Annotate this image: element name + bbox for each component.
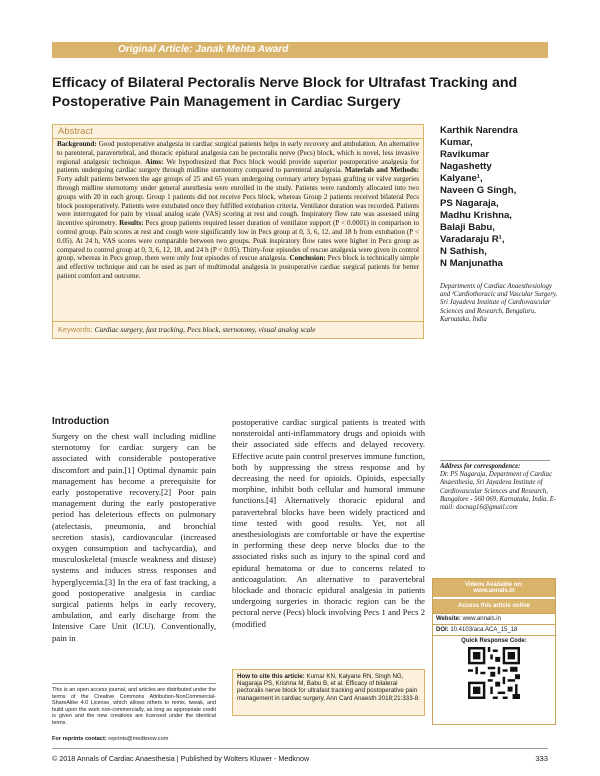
keywords-label: Keywords: — [58, 325, 93, 334]
correspondence-body: Dr. PS Nagaraja, Department of Cardiac Anaesthesia, Sri Jayadeva Institute of Cardiovascular Sciences and Research, Bangalore - 560 069, Karnataka, India. E-mail: docnag16@gmail.com — [440, 471, 557, 512]
how-to-cite-text: Kumar KN, Kalyane RN, Singh NG, Nagaraja PS, Krishna M, Babu B, et al. Efficacy of bilateral pectoralis nerve block for ultrafast tracking and postoperative pain management in cardiac surgery. Ann Card Anaesth 2018;21:333-8. — [237, 673, 420, 702]
footer-divider — [52, 748, 548, 749]
introduction-column-2: postoperative cardiac surgical patients is treated with nonsteroidal anti-inflammatory drugs and opioids with their associated side effects and delayed recovery. Effective acute pain control preserves immune function, both by suppressing the stress response and by decreasing the need for opioids. Opioids, especially morphine, inhibit both cellular and humoral immune functions.[4] Alternatively thoracic epidural and paravertebral blocks have been widely practiced and time tested with good results. Yet, not all anesthesiologists are comfortable or have the expertise in performing these deep nerve blocks due to the associated risks such as injury to the spinal cord and epidural hematoma or due to concerns related to anticoagulation. An alternative to paravertebral blockade and thoracic epidural analgesia in patients undergoing surgeries in thoracic region can be the pectoral nerve (Pecs) block involving Pecs 1 and Pecs 2 (modified — [232, 417, 425, 629]
article-access-box — [432, 578, 556, 725]
keywords-text: Cardiac surgery, fast tracking, Pecs block, sternotomy, visual analog scale — [94, 325, 316, 334]
correspondence-block — [440, 463, 558, 512]
access-online-label: Access this article online — [433, 597, 555, 613]
divider — [440, 460, 550, 461]
methods-text: Forty adult patients between the age groups of 25 and 65 years undergoing coronary artery bypass grafting or valve surgeries through midline sternotomy under general anesthesia were enrolled in the study. Patients were randomly allocated into two groups with 20 in each group. Group 1 patients did not receive Pecs block, whereas Group 2 patients received bilateral Pecs block postoperatively. Patients were extubated once they fulfilled extubation criteria. Ventilator duration was recorded. Patients were interrogated for pain by visual analog scale (VAS) scoring at rest and cough. Inspiratory flow rate was assessed using incentive spirometry. — [57, 175, 419, 228]
doi-label: DOI: — [436, 627, 449, 633]
reprints-label: For reprints contact: — [52, 736, 107, 742]
author-line: PS Nagaraja, — [440, 197, 499, 209]
keywords-line — [53, 321, 423, 338]
abstract-box — [52, 124, 424, 339]
introduction-heading: Introduction — [52, 416, 110, 427]
author-line: N Manjunatha — [440, 258, 503, 270]
author-line: Nagashetty — [440, 161, 492, 173]
background-label: Background: — [57, 140, 97, 148]
website-link[interactable]: www.annals.in — [462, 616, 501, 622]
aims-label: Aims: — [145, 157, 164, 166]
methods-label: Materials and Methods: — [344, 166, 419, 175]
background-text: Good postoperative analgesia in cardiac surgical patients helps in early recovery and ambulation. An alternative to parenteral, paravertebral, and thoracic epidural analgesia can be pectoralis nerve (Pecs) block, which is novel, less invasive regional analgesic technique. — [57, 140, 419, 166]
author-line: Kumar, — [440, 137, 473, 149]
divider — [52, 683, 216, 684]
article-type-banner — [52, 42, 548, 58]
abstract-heading: Abstract — [53, 125, 423, 139]
reprints-line — [52, 736, 252, 742]
website-row — [433, 613, 555, 624]
qr-label: Quick Response Code: — [461, 638, 527, 644]
author-line: Kalyane¹, — [440, 173, 483, 185]
abstract-body — [53, 139, 423, 281]
doi-row — [433, 624, 555, 635]
results-text: Pecs group patients required lesser duration of ventilator support (P < 0.0001) in comparison to control group. Pain scores at rest and cough were significantly low in Pecs group at 0, 3, 6, 12, and 18 h from extubation (P < 0.05). At 24 h, VAS scores were comparable between two groups. Peak inspiratory flow rates were higher in Pecs group as compared to control group at 0, 3, 6, 12, 18, and 24 h (P < 0.05). Thirty-four episodes of rescue analgesia were given in control group, whereas in Pecs group, there were only four episodes of rescue analgesia. — [57, 219, 419, 263]
aims-text: We hypothesized that Pecs block would provide superior postoperative analgesia for patients undergoing cardiac surgery through midline sternotomy compared to parenteral analgesia. — [57, 157, 419, 175]
reprints-email[interactable]: reprints@medknow.com — [108, 736, 169, 742]
qr-code-icon — [468, 647, 520, 699]
author-line: Ravikumar — [440, 149, 490, 161]
author-line: Madhu Krishna, — [440, 209, 512, 221]
website-label: Website: — [436, 616, 461, 622]
article-title: Efficacy of Bilateral Pectoralis Nerve Block for Ultrafast Tracking and Postoperative Pain Management in Cardiac Surgery — [52, 75, 518, 110]
conclusion-text: Pecs block is technically simple and effective technique and can be used as part of multimodal analgesia in postoperative cardiac surgical patients for better patient comfort and outcome. — [57, 254, 419, 280]
results-label: Results: — [119, 219, 144, 228]
qr-row — [433, 635, 555, 701]
page-number: 333 — [535, 754, 548, 763]
article-type-label: Original Article: Janak Mehta Award — [118, 44, 289, 55]
how-to-cite-box — [232, 669, 425, 716]
videos-link[interactable]: www.annals.in — [433, 588, 555, 597]
author-line: Karthik Narendra — [440, 125, 518, 136]
author-line: Varadaraju R¹, — [440, 233, 505, 245]
author-line: N Sathish, — [440, 245, 487, 257]
doi-value[interactable]: 10.4103/aca.ACA_15_18 — [450, 627, 518, 633]
videos-available-label: Videos Available on: — [433, 579, 555, 588]
correspondence-title: Address for correspondence: — [440, 463, 521, 470]
how-to-cite-label: How to cite this article: — [237, 673, 305, 680]
author-list — [440, 125, 565, 270]
author-affiliation: Departments of Cardiac Anaesthesiology and ¹Cardiothoracic and Vascular Surgery, Sri Jayadeva Institute of Cardiovascular Sciences and Research, Bengaluru, Karnataka, India — [440, 283, 558, 323]
conclusion-label: Conclusion: — [289, 254, 326, 263]
license-statement: This is an open access journal, and articles are distributed under the terms of the Creative Commons Attribution-NonCommercial-ShareAlike 4.0 License, which allows others to remix, tweak, and build upon the work non-commercially, as long as appropriate credit is given and the new creations are licensed under the identical terms. — [52, 687, 216, 726]
author-line: Naveen G Singh, — [440, 185, 517, 197]
introduction-column-1: Surgery on the chest wall including midline sternotomy for cardiac surgery can be associated with considerable postoperative discomfort and pain.[1] Optimal dynamic pain management has become a prerequisite for early postoperative recovery.[2] Poor pain management during the early postoperative period has deleterious effects on pulmonary (atelectasis, pneumonia, and bronchial secretion stasis), cardiovascular (increased oxygen consumption and tachycardia), and musculoskeletal (muscle weakness and disuse) systems and induces stress responses and hyperglycemia.[3] In the era of fast tracking, a good postoperative analgesia in cardiac surgical patients helps in early recovery, ambulation, and early discharge from the Intensive Care Unit (ICU). Conventionally, pain in — [52, 431, 216, 643]
author-line: Balaji Babu, — [440, 221, 495, 233]
footer-text: © 2018 Annals of Cardiac Anaesthesia | Published by Wolters Kluwer - Medknow — [52, 754, 310, 763]
